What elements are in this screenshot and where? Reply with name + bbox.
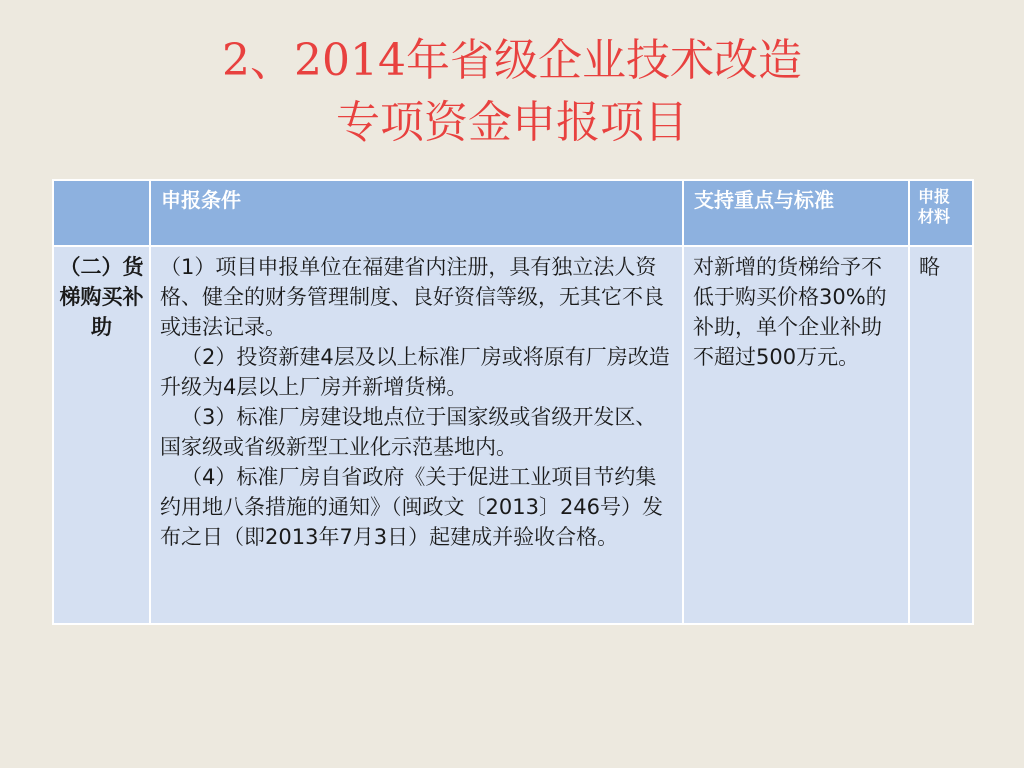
title-line-2: 专项资金申报项目 — [336, 97, 688, 148]
row-support: 对新增的货梯给予不低于购买价格30%的补助，单个企业补助不超过500万元。 — [683, 246, 909, 624]
table-row — [53, 246, 973, 624]
condition-item-4: （4）标准厂房自省政府《关于促进工业项目节约集约用地八条措施的通知》（闽政文〔2013〕246号）发布之日（即2013年7月3日）起建成并验收合格。 — [160, 465, 664, 549]
condition-item-3: （3）标准厂房建设地点位于国家级或省级开发区、国家级或省级新型工业化示范基地内。 — [160, 405, 657, 459]
header-conditions: 申报条件 — [150, 180, 683, 246]
header-materials: 申报材料 — [909, 180, 973, 246]
header-support: 支持重点与标准 — [683, 180, 909, 246]
title-line-1: 2、2014年省级企业技术改造 — [222, 35, 802, 86]
row-category: （二）货梯购买补助 — [53, 246, 150, 624]
condition-item-2: （2）投资新建4层及以上标准厂房或将原有厂房改造升级为4层以上厂房并新增货梯。 — [160, 345, 670, 399]
page-title — [0, 30, 1024, 154]
header-category — [53, 180, 150, 246]
table-header-row — [53, 180, 973, 246]
condition-item-1: （1）项目申报单位在福建省内注册，具有独立法人资格、健全的财务管理制度、良好资信等级，无其它不良或违法记录。 — [160, 255, 664, 339]
subsidy-table — [52, 179, 974, 625]
row-conditions — [150, 246, 683, 624]
row-materials: 略 — [909, 246, 973, 624]
